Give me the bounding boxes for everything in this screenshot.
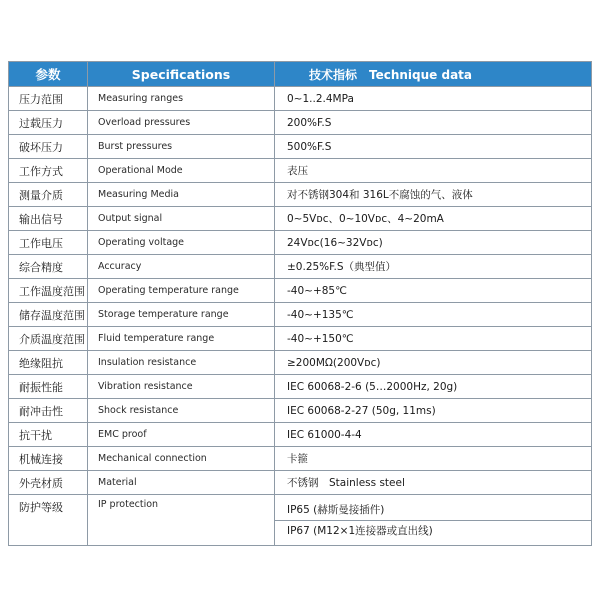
table-row (9, 495, 592, 546)
param-value: IEC 61000-4-4 (275, 423, 592, 447)
header-technique-data: 技术指标 Technique data (275, 62, 592, 87)
table-row (9, 135, 592, 159)
table-row (9, 471, 592, 495)
param-cn: 绝缘阻抗 (9, 351, 88, 375)
param-value: 卡箍 (275, 447, 592, 471)
param-value: 500%F.S (275, 135, 592, 159)
header-specifications: Specifications (88, 62, 275, 87)
table-header-row (9, 62, 592, 87)
param-cn: 外壳材质 (9, 471, 88, 495)
param-cn: 抗干扰 (9, 423, 88, 447)
param-cn: 耐冲击性 (9, 399, 88, 423)
table-row (9, 183, 592, 207)
param-value: 0~5Vᴅᴄ、0~10Vᴅᴄ、4~20mA (275, 207, 592, 231)
param-en: Operational Mode (88, 159, 275, 183)
header-parameter: 参数 (9, 62, 88, 87)
param-en: Vibration resistance (88, 375, 275, 399)
param-value: 0~1..2.4MPa (275, 87, 592, 111)
table-row (9, 207, 592, 231)
param-en: Measuring ranges (88, 87, 275, 111)
table-row (9, 423, 592, 447)
param-value: 表压 (275, 159, 592, 183)
param-value: 200%F.S (275, 111, 592, 135)
table-row (9, 111, 592, 135)
table-row (9, 255, 592, 279)
param-en: Output signal (88, 207, 275, 231)
param-en: Mechanical connection (88, 447, 275, 471)
table-row (9, 375, 592, 399)
param-value-secondary: IP67 (M12×1连接器或直出线) (275, 520, 591, 541)
param-cn: 耐振性能 (9, 375, 88, 399)
param-cn: 输出信号 (9, 207, 88, 231)
param-en: Material (88, 471, 275, 495)
param-en: Burst pressures (88, 135, 275, 159)
param-value: 不锈钢 Stainless steel (275, 471, 592, 495)
param-en: IP protection (88, 495, 275, 546)
param-value: IEC 60068-2-6 (5…2000Hz, 20g) (275, 375, 592, 399)
param-value: ±0.25%F.S（典型值） (275, 255, 592, 279)
table-row (9, 303, 592, 327)
param-cn: 储存温度范围 (9, 303, 88, 327)
param-cn: 综合精度 (9, 255, 88, 279)
param-en: Accuracy (88, 255, 275, 279)
param-en: Insulation resistance (88, 351, 275, 375)
param-en: Operating temperature range (88, 279, 275, 303)
param-cn: 压力范围 (9, 87, 88, 111)
param-cn: 工作电压 (9, 231, 88, 255)
param-en: EMC proof (88, 423, 275, 447)
param-en: Overload pressures (88, 111, 275, 135)
param-value: 对不锈钢304和 316L不腐蚀的气、液体 (275, 183, 592, 207)
param-value-cell (275, 495, 592, 546)
table-row (9, 327, 592, 351)
table-row (9, 447, 592, 471)
table-row (9, 279, 592, 303)
param-value: -40~+85℃ (275, 279, 592, 303)
param-cn: 防护等级 (9, 495, 88, 546)
param-value: IEC 60068-2-27 (50g, 11ms) (275, 399, 592, 423)
param-en: Operating voltage (88, 231, 275, 255)
param-value: IP65 (赫斯曼接插件) (287, 503, 385, 516)
param-value: -40~+150℃ (275, 327, 592, 351)
specification-table (8, 61, 592, 546)
table-row (9, 231, 592, 255)
table-row (9, 159, 592, 183)
table-row (9, 87, 592, 111)
param-value: ≥200MΩ(200Vᴅᴄ) (275, 351, 592, 375)
param-cn: 过载压力 (9, 111, 88, 135)
table-row (9, 399, 592, 423)
param-value: -40~+135℃ (275, 303, 592, 327)
param-en: Storage temperature range (88, 303, 275, 327)
param-en: Measuring Media (88, 183, 275, 207)
param-cn: 介质温度范围 (9, 327, 88, 351)
param-cn: 机械连接 (9, 447, 88, 471)
param-cn: 工作温度范围 (9, 279, 88, 303)
param-cn: 工作方式 (9, 159, 88, 183)
param-en: Fluid temperature range (88, 327, 275, 351)
param-cn: 测量介质 (9, 183, 88, 207)
param-value: 24Vᴅᴄ(16~32Vᴅᴄ) (275, 231, 592, 255)
param-en: Shock resistance (88, 399, 275, 423)
param-cn: 破坏压力 (9, 135, 88, 159)
table-row (9, 351, 592, 375)
